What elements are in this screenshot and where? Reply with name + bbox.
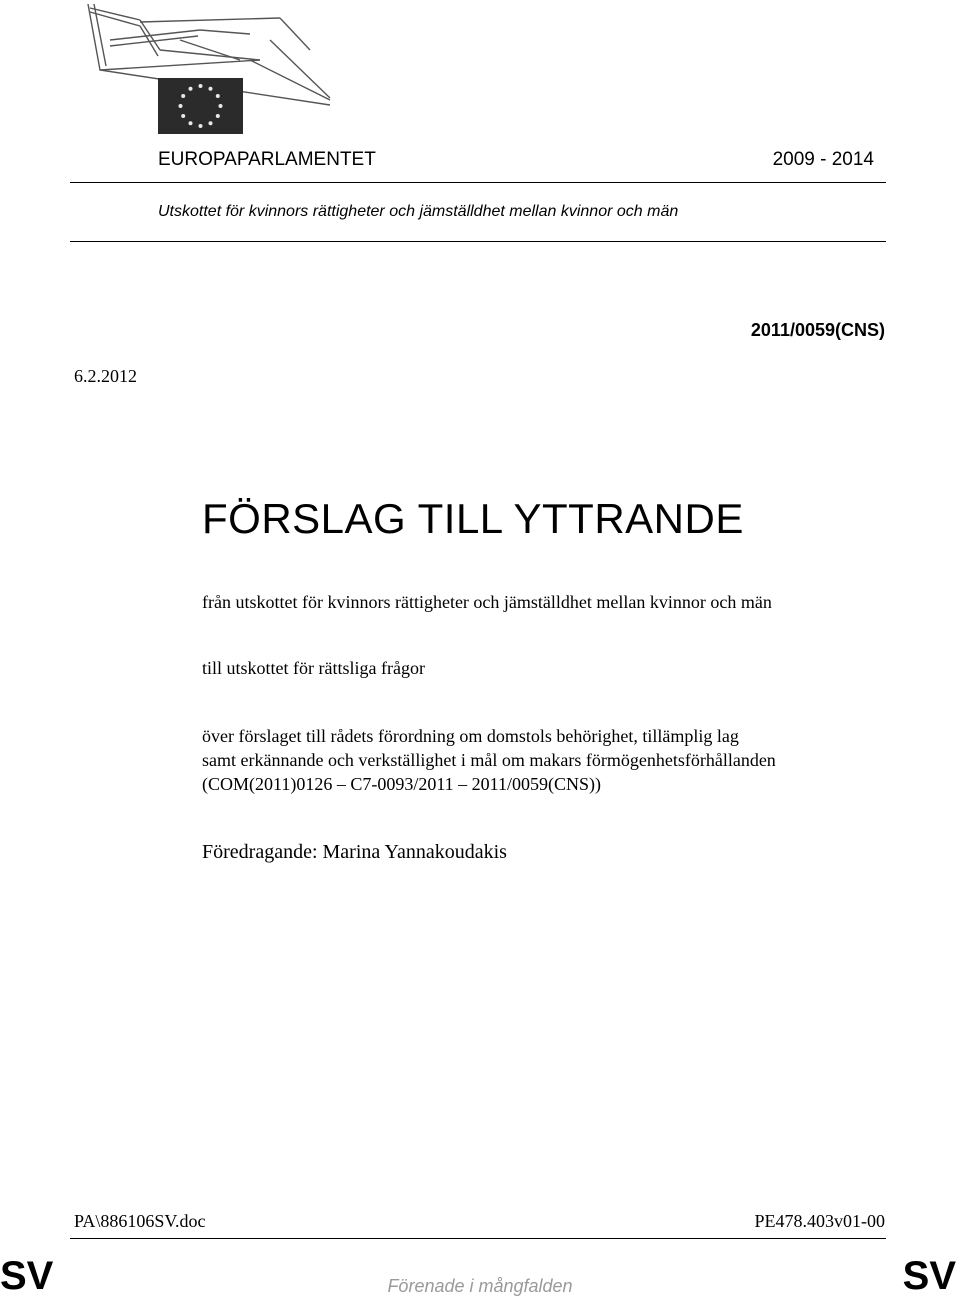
to-committee: till utskottet för rättsliga frågor [202, 658, 425, 678]
header-divider [70, 182, 886, 183]
language-code-left: SV [0, 1254, 54, 1298]
committee-name: Utskottet för kvinnors rättigheter och jämställdhet mellan kvinnor och män [158, 203, 679, 220]
subject-line-2: samt erkännande och verkställighet i mål om makars förmögenhetsförhållanden [202, 750, 776, 770]
procedure-reference: 2011/0059(CNS) [750, 320, 885, 340]
subject-line-3: (COM(2011)0126 – C7-0093/2011 – 2011/0059(CNS)) [202, 774, 601, 794]
eu-flag [158, 78, 243, 134]
file-reference: PA\886106SV.doc [74, 1211, 206, 1231]
motto: Förenade i mångfalden [387, 1276, 573, 1296]
eu-stars-icon [158, 78, 243, 134]
subject-line-1: över förslaget till rådets förordning om domstols behörighet, tillämplig lag [202, 726, 739, 746]
parliamentary-term: 2009 - 2014 [772, 149, 874, 170]
document-title: FÖRSLAG TILL YTTRANDE [202, 495, 744, 542]
institution-name: EUROPAPARLAMENTET [158, 149, 376, 170]
language-code-right: SV [902, 1254, 956, 1298]
rapporteur: Föredragande: Marina Yannakoudakis [202, 841, 507, 863]
from-committee: från utskottet för kvinnors rättigheter och jämställdhet mellan kvinnor och män [202, 592, 772, 612]
committee-divider [70, 241, 886, 242]
pe-reference: PE478.403v01-00 [754, 1211, 885, 1231]
footer-divider [70, 1238, 886, 1239]
document-date: 6.2.2012 [74, 366, 137, 386]
